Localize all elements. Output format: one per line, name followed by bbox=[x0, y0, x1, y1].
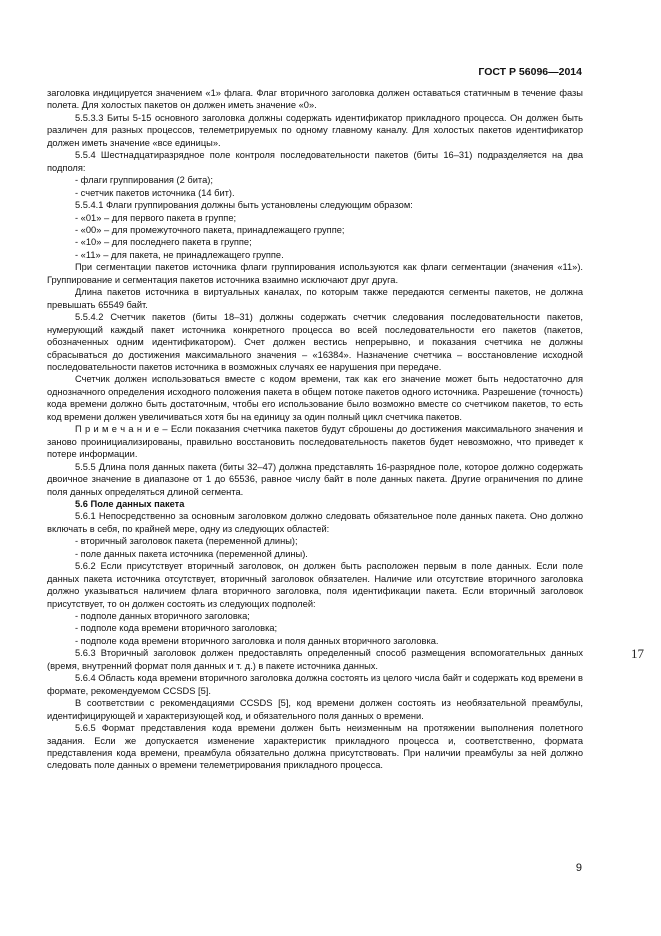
paragraph: 5.6.5 Формат представления кода времени должен быть неизменным на протяжении выполнения полетного задания. Если же допускается изменение характеристик прикладного процесса и, соответственно, формата представления кода времени, преамбула обязательно должна присутствовать. При наличии преамбулы за ней должно следовать поле данных о времени телеметрирования прикладного процесса. bbox=[47, 723, 583, 771]
page-number: 9 bbox=[575, 862, 582, 874]
paragraph: 5.5.5 Длина поля данных пакета (биты 32–47) должна представлять 16-разрядное поле, которое должно содержать двоичное значение в диапазоне от 1 до 65536, равное числу байт в поле данных пакета. Другие ограничения по длине поля данных определяться длиной сегмента. bbox=[47, 461, 583, 497]
paragraph: - поле данных пакета источника (переменной длины). bbox=[75, 548, 308, 559]
paragraph: - счетчик пакетов источника (14 бит). bbox=[75, 187, 235, 198]
paragraph: При сегментации пакетов источника флаги группирования используются как флаги сегментации (значения «11»). Группирование и сегментация пакетов источника взаимно исключают друг друга. bbox=[47, 262, 583, 285]
paragraph: 5.5.3.3 Биты 5-15 основного заголовка должны содержать идентификатор прикладного процесса. Он должен быть различен для разных процессов, телеметрируемых по одному главному каналу. Для холостых пакетов идентификатор должен иметь значение «все единицы». bbox=[47, 112, 583, 148]
document-header: ГОСТ Р 56096—2014 bbox=[478, 66, 582, 78]
paragraph: 5.5.4.2 Счетчик пакетов (биты 18–31) должны содержать счетчик следования последовательности пакетов, нумерующий каждый пакет источника конкретного процесса во всей последовательности его пакетов (пакетов, обозначенных одним идентификатором). Счет должен вестись непрерывно, и показания счетчика не должны сбрасываться до достижения максимального значения – «16384». Назначение счетчика – восстановление исходной последовательности пакетов источника в возможных случаях ее нарушения при передаче. bbox=[47, 312, 583, 372]
paragraph: Длина пакетов источника в виртуальных каналах, по которым также передаются сегменты пакетов, не должна превышать 65549 байт. bbox=[47, 287, 583, 310]
paragraph: заголовка индицируется значением «1» флага. Флаг вторичного заголовка должен оставаться статичным в течение фазы полета. Для холостых пакетов он должен иметь значение «0». bbox=[47, 88, 583, 111]
document-body bbox=[47, 87, 583, 772]
paragraph: 5.6.3 Вторичный заголовок должен предоставлять определенный способ размещения вспомогательных данных (время, внутренний формат поля данных и т. д.) в пакете источника данных. bbox=[47, 648, 583, 671]
paragraph: - подполе кода времени вторичного заголовка и поля данных вторичного заголовка. bbox=[75, 635, 439, 646]
margin-page-number: 17 bbox=[631, 646, 644, 661]
paragraph: - подполе кода времени вторичного заголовка; bbox=[75, 623, 278, 634]
paragraph: - «00» – для промежуточного пакета, принадлежащего группе; bbox=[75, 224, 345, 235]
section-heading: 5.6 Поле данных пакета bbox=[75, 498, 185, 509]
paragraph: 5.6.1 Непосредственно за основным заголовком должно следовать обязательное поле данных пакета. Оно должно включать в себя, по крайней мере, одну из следующих областей: bbox=[47, 511, 583, 534]
paragraph: - «01» – для первого пакета в группе; bbox=[75, 212, 237, 223]
paragraph: 5.6.2 Если присутствует вторичный заголовок, он должен быть расположен первым в поле данных. Если поле данных пакета источника отсутствует, вторичный заголовок обязателен. Наличие или отсутствие вторичного заголовка должно указываться наличием флага вторичного заголовка, поля идентификации пакета. Если вторичный заголовок присутствует, то он должен состоять из следующих подполей: bbox=[47, 561, 583, 609]
paragraph: - подполе данных вторичного заголовка; bbox=[75, 611, 250, 622]
paragraph: - «11» – для пакета, не принадлежащего группе. bbox=[75, 249, 284, 260]
paragraph: - «10» – для последнего пакета в группе; bbox=[75, 237, 252, 248]
paragraph: 5.5.4.1 Флаги группирования должны быть установлены следующим образом: bbox=[75, 200, 413, 211]
paragraph: - вторичный заголовок пакета (переменной длины); bbox=[75, 536, 298, 547]
paragraph: В соответствии с рекомендациями CCSDS [5], код времени должен состоять из необязательной преамбулы, идентифицирующей и характеризующей код, и обязательного поля данных о времени. bbox=[47, 698, 583, 721]
paragraph: - флаги группирования (2 бита); bbox=[75, 175, 213, 186]
paragraph: Счетчик должен использоваться вместе с кодом времени, так как его значение может быть недостаточно для однозначного определения исходного положения пакета в общем потоке пакетов одного источника. Разрешение (точность) кода времени должно быть достаточным, чтобы его использование было возможно вместе со счетчиком пакетов, то есть код времени должен увеличиваться хотя бы на единицу за один полный цикл счетчика пакетов. bbox=[47, 374, 583, 422]
paragraph: 5.6.4 Область кода времени вторичного заголовка должна состоять из целого числа байт и содержать код времени в формате, рекомендуемом CCSDS [5]. bbox=[47, 673, 583, 696]
paragraph: П р и м е ч а н и е – Если показания счетчика пакетов будут сброшены до достижения максимального значения и заново проинициализированы, правильно восстановить последовательность пакетов будет невозможно, что приведет к потере информации. bbox=[47, 424, 583, 460]
paragraph: 5.5.4 Шестнадцатиразрядное поле контроля последовательности пакетов (биты 16–31) подразделяется на два подполя: bbox=[47, 150, 583, 173]
